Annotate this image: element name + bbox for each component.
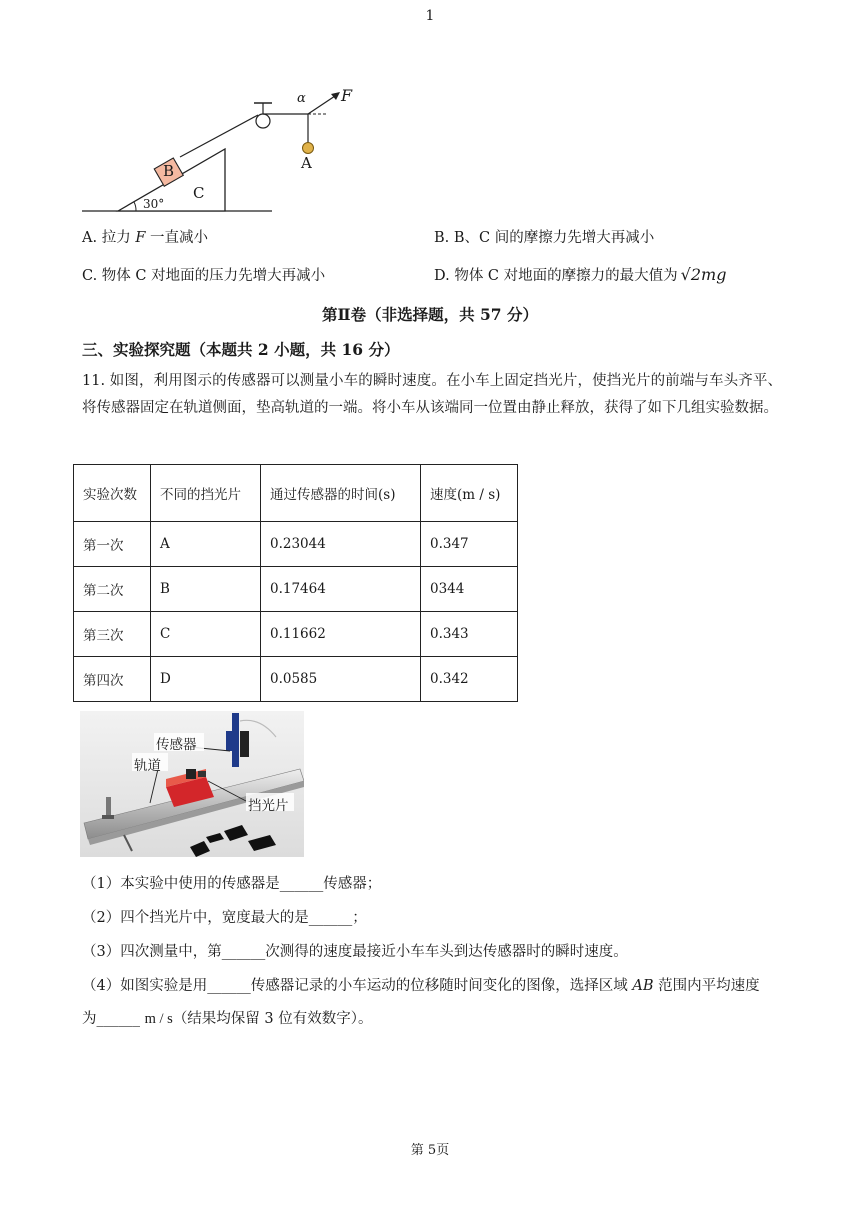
label-b: B <box>163 162 175 180</box>
photo-label-track: 轨道 <box>134 758 161 774</box>
table-header-cell: 实验次数 <box>74 465 151 522</box>
section-title: 第Ⅱ卷（非选择题，共 57 分） <box>322 305 538 324</box>
formula-sqrt2mg: √2mg <box>680 265 727 284</box>
option-d: D. 物体 C 对地面的摩擦力的最大值为 √2mg <box>434 265 727 284</box>
table-header-row <box>74 465 518 522</box>
subquestion-4-line-2: 为______ m / s（结果均保留 3 位有效数字）。 <box>82 1011 373 1027</box>
table-cell: 第三次 <box>74 612 151 657</box>
option-c: C. 物体 C 对地面的压力先增大再减小 <box>82 268 326 284</box>
option-b: B. B、C 间的摩擦力先增大再减小 <box>434 230 655 246</box>
table-cell: 0.343 <box>421 612 518 657</box>
table-cell: 0.17464 <box>261 567 421 612</box>
photo-label-sensor: 传感器 <box>156 737 197 753</box>
incline-diagram <box>80 85 280 217</box>
table-cell: C <box>151 612 261 657</box>
label-f: F <box>341 86 353 105</box>
option-a: A. 拉力 F 一直减小 <box>82 230 208 246</box>
table-cell: D <box>151 657 261 702</box>
table-cell: 0.342 <box>421 657 518 702</box>
photo-label-shutter: 挡光片 <box>248 798 289 814</box>
pulley-wheel <box>256 114 270 128</box>
data-table <box>73 464 518 702</box>
table-cell: 0.0585 <box>261 657 421 702</box>
table-header-cell: 通过传感器的时间(s) <box>261 465 421 522</box>
force-f-arrowhead <box>331 92 340 100</box>
table-cell: 0.23044 <box>261 522 421 567</box>
table-row <box>74 657 518 702</box>
question-11-stem: 11. 如图，利用图示的传感器可以测量小车的瞬时速度。在小车上固定挡光片，使挡光片的前端与车头齐平、将传感器固定在轨道侧面，垫高轨道的一端。将小车从该端同一位置由静止释放，获得了如下几组实验数据。 <box>82 373 782 416</box>
table-cell: 0.11662 <box>261 612 421 657</box>
table-cell: 第一次 <box>74 522 151 567</box>
table-row <box>74 612 518 657</box>
table-row <box>74 567 518 612</box>
label-c: C <box>193 184 205 202</box>
table-cell: 0.347 <box>421 522 518 567</box>
table-header-cell: 不同的挡光片 <box>151 465 261 522</box>
subquestion-4-line-1: （4）如图实验是用______传感器记录的小车运动的位移随时间变化的图像，选择区域 AB 范围内平均速度 <box>82 978 760 994</box>
part-heading: 三、实验探究题（本题共 2 小题，共 16 分） <box>82 340 400 359</box>
table-cell: 第四次 <box>74 657 151 702</box>
subquestion-1: （1）本实验中使用的传感器是______传感器； <box>82 876 382 892</box>
page-number: 1 <box>425 8 435 24</box>
table-header-cell: 速度(m / s) <box>421 465 518 522</box>
ball-a <box>303 143 314 154</box>
label-a: A <box>301 154 312 172</box>
page-footer: 第 5页 <box>410 1143 450 1158</box>
label-angle: 30° <box>143 197 165 211</box>
subquestion-2: （2）四个挡光片中，宽度最大的是______； <box>82 910 367 926</box>
table-cell: 第二次 <box>74 567 151 612</box>
table-cell: 0344 <box>421 567 518 612</box>
rope-b-pulley <box>180 115 258 157</box>
table-cell: A <box>151 522 261 567</box>
subquestion-3: （3）四次测量中，第______次测得的速度最接近小车车头到达传感器时的瞬时速度。 <box>82 944 628 960</box>
table-cell: B <box>151 567 261 612</box>
table-row <box>74 522 518 567</box>
label-alpha: α <box>297 91 306 106</box>
